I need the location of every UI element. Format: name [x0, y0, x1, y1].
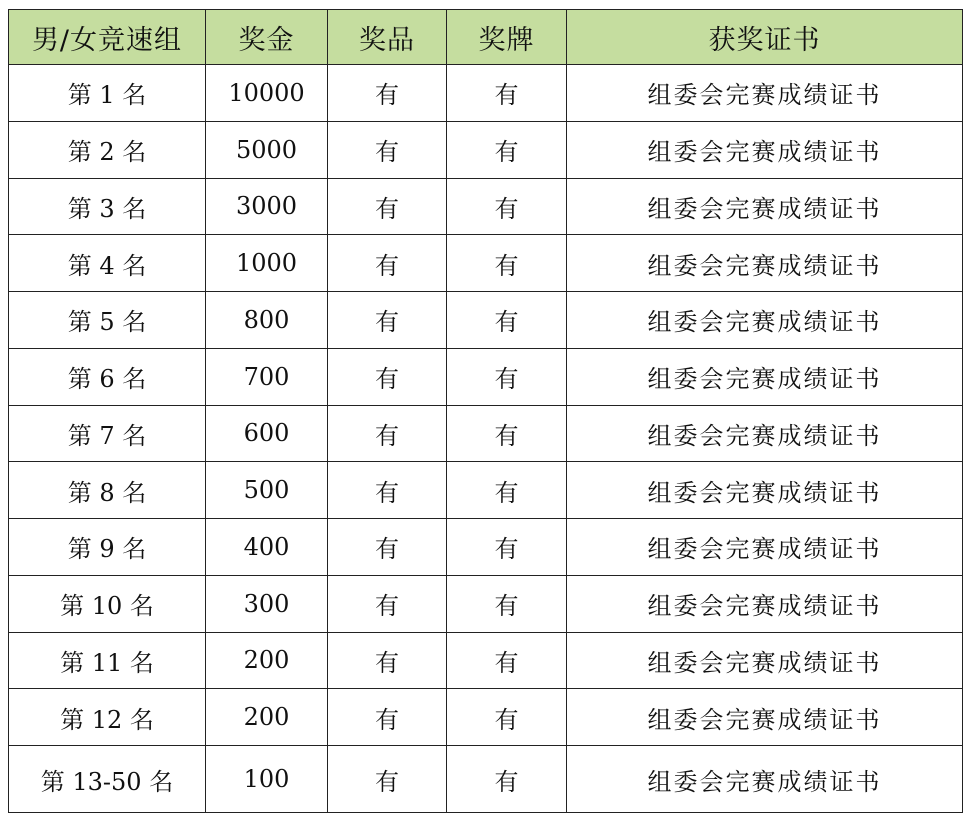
rank-cell: 第 1 名 — [9, 65, 206, 122]
medal-cell: 有 — [447, 178, 567, 235]
certificate-cell: 组委会完赛成绩证书 — [567, 632, 963, 689]
certificate-cell: 组委会完赛成绩证书 — [567, 348, 963, 405]
prize-table — [8, 9, 963, 813]
prize-goods-cell: 有 — [328, 575, 447, 632]
header-prize-money: 奖金 — [206, 10, 328, 65]
table-row — [9, 746, 963, 813]
certificate-cell: 组委会完赛成绩证书 — [567, 746, 963, 813]
medal-cell: 有 — [447, 121, 567, 178]
certificate-cell: 组委会完赛成绩证书 — [567, 235, 963, 292]
certificate-cell: 组委会完赛成绩证书 — [567, 292, 963, 349]
rank-cell: 第 6 名 — [9, 348, 206, 405]
table-row — [9, 689, 963, 746]
table-row — [9, 519, 963, 576]
table-row — [9, 405, 963, 462]
certificate-cell: 组委会完赛成绩证书 — [567, 575, 963, 632]
rank-cell: 第 3 名 — [9, 178, 206, 235]
medal-cell: 有 — [447, 462, 567, 519]
certificate-cell: 组委会完赛成绩证书 — [567, 462, 963, 519]
table-row — [9, 348, 963, 405]
table-body — [9, 65, 963, 813]
table-header — [9, 10, 963, 65]
prize-money-cell: 200 — [206, 689, 328, 746]
prize-goods-cell: 有 — [328, 632, 447, 689]
medal-cell: 有 — [447, 575, 567, 632]
medal-cell: 有 — [447, 348, 567, 405]
rank-cell: 第 9 名 — [9, 519, 206, 576]
prize-goods-cell: 有 — [328, 519, 447, 576]
certificate-cell: 组委会完赛成绩证书 — [567, 689, 963, 746]
header-prize-goods: 奖品 — [328, 10, 447, 65]
table-row — [9, 121, 963, 178]
prize-money-cell: 500 — [206, 462, 328, 519]
prize-goods-cell: 有 — [328, 235, 447, 292]
prize-goods-cell: 有 — [328, 689, 447, 746]
rank-cell: 第 4 名 — [9, 235, 206, 292]
medal-cell: 有 — [447, 519, 567, 576]
prize-money-cell: 300 — [206, 575, 328, 632]
rank-cell: 第 12 名 — [9, 689, 206, 746]
rank-cell: 第 13-50 名 — [9, 746, 206, 813]
header-medal: 奖牌 — [447, 10, 567, 65]
prize-goods-cell: 有 — [328, 746, 447, 813]
table-row — [9, 462, 963, 519]
rank-cell: 第 8 名 — [9, 462, 206, 519]
prize-goods-cell: 有 — [328, 462, 447, 519]
prize-money-cell: 200 — [206, 632, 328, 689]
medal-cell: 有 — [447, 235, 567, 292]
rank-cell: 第 2 名 — [9, 121, 206, 178]
certificate-cell: 组委会完赛成绩证书 — [567, 178, 963, 235]
prize-money-cell: 1000 — [206, 235, 328, 292]
certificate-cell: 组委会完赛成绩证书 — [567, 121, 963, 178]
table-row — [9, 575, 963, 632]
table-row — [9, 65, 963, 122]
header-rank: 男/女竞速组 — [9, 10, 206, 65]
prize-goods-cell: 有 — [328, 121, 447, 178]
prize-goods-cell: 有 — [328, 178, 447, 235]
rank-cell: 第 7 名 — [9, 405, 206, 462]
prize-money-cell: 5000 — [206, 121, 328, 178]
prize-money-cell: 800 — [206, 292, 328, 349]
prize-goods-cell: 有 — [328, 405, 447, 462]
prize-money-cell: 3000 — [206, 178, 328, 235]
medal-cell: 有 — [447, 746, 567, 813]
medal-cell: 有 — [447, 632, 567, 689]
rank-cell: 第 10 名 — [9, 575, 206, 632]
prize-money-cell: 600 — [206, 405, 328, 462]
table-row — [9, 632, 963, 689]
certificate-cell: 组委会完赛成绩证书 — [567, 519, 963, 576]
prize-goods-cell: 有 — [328, 292, 447, 349]
table-row — [9, 235, 963, 292]
medal-cell: 有 — [447, 292, 567, 349]
header-certificate: 获奖证书 — [567, 10, 963, 65]
prize-money-cell: 10000 — [206, 65, 328, 122]
medal-cell: 有 — [447, 689, 567, 746]
prize-money-cell: 400 — [206, 519, 328, 576]
prize-money-cell: 700 — [206, 348, 328, 405]
medal-cell: 有 — [447, 65, 567, 122]
prize-money-cell: 100 — [206, 746, 328, 813]
certificate-cell: 组委会完赛成绩证书 — [567, 65, 963, 122]
rank-cell: 第 5 名 — [9, 292, 206, 349]
table-row — [9, 292, 963, 349]
certificate-cell: 组委会完赛成绩证书 — [567, 405, 963, 462]
prize-goods-cell: 有 — [328, 348, 447, 405]
prize-goods-cell: 有 — [328, 65, 447, 122]
table-row — [9, 178, 963, 235]
header-row — [9, 10, 963, 65]
medal-cell: 有 — [447, 405, 567, 462]
rank-cell: 第 11 名 — [9, 632, 206, 689]
